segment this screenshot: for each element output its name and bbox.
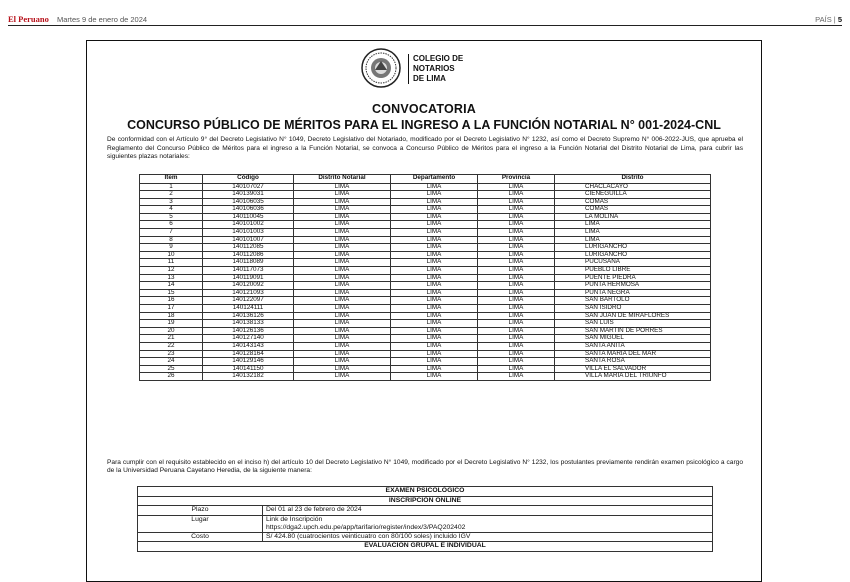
table-cell: LIMA: [478, 251, 555, 259]
table-cell: LIMA: [478, 206, 555, 214]
table-cell: LIMA: [555, 221, 711, 229]
table-cell: LIMA: [294, 327, 391, 335]
table-cell: PUNTA NEGRA: [555, 289, 711, 297]
table-cell: SAN JUAN DE MIRAFLORES: [555, 312, 711, 320]
table-cell: 9: [140, 244, 203, 252]
table-cell: 8: [140, 236, 203, 244]
issue-date: Martes 9 de enero de 2024: [57, 15, 148, 24]
table-cell: LIMA: [478, 221, 555, 229]
table-cell: 140143143: [203, 342, 294, 350]
table-cell: 16: [140, 297, 203, 305]
table-cell: 140101007: [203, 236, 294, 244]
table-cell: LIMA: [478, 327, 555, 335]
table-cell: 140110045: [203, 213, 294, 221]
table-row: [140, 191, 711, 199]
table-cell: LIMA: [294, 274, 391, 282]
notice-ad: [86, 40, 762, 582]
table-cell: LIMA: [391, 297, 478, 305]
table-cell: LIMA: [391, 198, 478, 206]
table-cell: LIMA: [478, 183, 555, 191]
table-cell: LIMA: [391, 282, 478, 290]
table-cell: 140121093: [203, 289, 294, 297]
table-row: [140, 267, 711, 275]
plazo-value: Del 01 al 23 de febrero de 2024: [263, 506, 713, 516]
table-cell: LIMA: [391, 365, 478, 373]
table-cell: LA MOLINA: [555, 213, 711, 221]
table-cell: VILLA EL SALVADOR: [555, 365, 711, 373]
table-cell: 14: [140, 282, 203, 290]
table-cell: 17: [140, 305, 203, 313]
table-cell: 3: [140, 198, 203, 206]
table-cell: SANTA ANITA: [555, 342, 711, 350]
table-cell: 140129146: [203, 358, 294, 366]
table-cell: LIMA: [391, 335, 478, 343]
table-cell: 11: [140, 259, 203, 267]
table-cell: PUENTE PIEDRA: [555, 274, 711, 282]
table-cell: COMAS: [555, 198, 711, 206]
table-cell: LIMA: [294, 335, 391, 343]
table-cell: LIMA: [391, 320, 478, 328]
table-cell: 4: [140, 206, 203, 214]
col-header: Distrito Notarial: [294, 175, 391, 184]
exam-subtitle: INSCRIPCIÓN ONLINE: [138, 496, 713, 506]
table-cell: LIMA: [391, 191, 478, 199]
table-cell: LIMA: [478, 358, 555, 366]
table-cell: SAN MARTIN DE PORRES: [555, 327, 711, 335]
table-cell: LIMA: [391, 305, 478, 313]
table-row: [140, 229, 711, 237]
table-cell: LURIGANCHO: [555, 244, 711, 252]
col-header: Departamento: [391, 175, 478, 184]
table-cell: LIMA: [478, 274, 555, 282]
table-cell: PUEBLO LIBRE: [555, 267, 711, 275]
table-cell: COMAS: [555, 206, 711, 214]
table-cell: LIMA: [478, 229, 555, 237]
table-cell: 140128164: [203, 350, 294, 358]
table-cell: 140124111: [203, 305, 294, 313]
table-cell: LIMA: [391, 206, 478, 214]
table-cell: LIMA: [294, 213, 391, 221]
table-cell: 19: [140, 320, 203, 328]
table-cell: LIMA: [478, 305, 555, 313]
intro-paragraph: De conformidad con el Artículo 9° del Decreto Legislativo N° 1049, Decreto Legislativo del Notariado, modificado por el Decreto Legislativo N° 1232, así como el Decreto Supremo N° 006-2022-JUS, que aprueba el Reglamento del Concurso Público de Méritos para el ingreso a la Función Notarial, se convoca a Concurso Público de Méritos para el ingreso a la Función Notarial del Distrito Notarial de Lima, para cubrir las siguientes plazas notariales:: [107, 136, 743, 161]
table-cell: LIMA: [294, 365, 391, 373]
lugar-cell: [263, 515, 713, 532]
table-cell: LIMA: [391, 350, 478, 358]
table-cell: 10: [140, 251, 203, 259]
table-cell: LIMA: [478, 282, 555, 290]
table-cell: LIMA: [478, 335, 555, 343]
table-cell: LIMA: [478, 191, 555, 199]
table-cell: LIMA: [391, 358, 478, 366]
table-cell: LIMA: [391, 373, 478, 381]
table-cell: LIMA: [391, 183, 478, 191]
table-row: [140, 206, 711, 214]
col-header: Item: [140, 175, 203, 184]
exam-paragraph: Para cumplir con el requisito establecido en el inciso h) del artículo 10 del Decreto Legislativo N° 1049, modificado por el Decreto Legislativo N° 1232, los postulantes previamente rendirán examen psicológico a cargo de la Universidad Peruana Cayetano Heredia, de la siguiente manera:: [107, 459, 743, 475]
table-cell: LIMA: [294, 312, 391, 320]
table-cell: LIMA: [391, 259, 478, 267]
table-cell: LIMA: [555, 229, 711, 237]
table-cell: 1: [140, 183, 203, 191]
table-cell: CHACLACAYO: [555, 183, 711, 191]
table-cell: LIMA: [294, 342, 391, 350]
table-cell: LIMA: [391, 236, 478, 244]
evaluation-heading: EVALUACIÓN GRUPAL E INDIVIDUAL: [138, 542, 713, 552]
table-cell: LIMA: [391, 267, 478, 275]
exam-table: [137, 486, 713, 552]
table-cell: LIMA: [294, 350, 391, 358]
table-cell: LIMA: [294, 191, 391, 199]
table-cell: LIMA: [294, 373, 391, 381]
section-page: [815, 15, 842, 24]
table-row: [140, 221, 711, 229]
table-cell: SANTA ROSA: [555, 358, 711, 366]
col-header: Distrito: [555, 175, 711, 184]
lugar-label: Lugar: [138, 515, 263, 532]
table-cell: 140107027: [203, 183, 294, 191]
table-row: [140, 373, 711, 381]
page-number: 5: [837, 15, 842, 24]
table-cell: 23: [140, 350, 203, 358]
table-cell: LIMA: [294, 236, 391, 244]
table-cell: 140101003: [203, 229, 294, 237]
college-name: [408, 54, 503, 84]
table-header-row: [140, 175, 711, 184]
table-cell: LIMA: [478, 342, 555, 350]
table-cell: SAN ISIDRO: [555, 305, 711, 313]
table-row: [140, 312, 711, 320]
table-cell: LIMA: [294, 198, 391, 206]
table-cell: 21: [140, 335, 203, 343]
table-cell: CIENEGUILLA: [555, 191, 711, 199]
table-cell: 6: [140, 221, 203, 229]
lugar-value: Link de Inscripción: [266, 515, 323, 523]
table-cell: LIMA: [478, 198, 555, 206]
col-header: Provincia: [478, 175, 555, 184]
table-cell: LIMA: [391, 327, 478, 335]
table-cell: 140112086: [203, 251, 294, 259]
table-cell: SANTA MARIA DEL MAR: [555, 350, 711, 358]
table-cell: VILLA MARIA DEL TRIUNFO: [555, 373, 711, 381]
col-header: Código: [203, 175, 294, 184]
table-cell: LIMA: [478, 259, 555, 267]
table-cell: LURIGANCHO: [555, 251, 711, 259]
table-cell: 140106035: [203, 198, 294, 206]
table-cell: SAN LUIS: [555, 320, 711, 328]
table-cell: LIMA: [391, 342, 478, 350]
table-cell: LIMA: [294, 289, 391, 297]
table-row: [140, 305, 711, 313]
notice-title: CONVOCATORIA: [371, 102, 477, 116]
table-cell: LIMA: [478, 312, 555, 320]
table-cell: LIMA: [391, 221, 478, 229]
table-cell: 140136126: [203, 312, 294, 320]
table-cell: 140139031: [203, 191, 294, 199]
college-name-line: COLEGIO DE: [413, 54, 464, 63]
table-cell: LIMA: [294, 282, 391, 290]
table-cell: 140126136: [203, 327, 294, 335]
table-cell: LIMA: [478, 267, 555, 275]
newspaper-header: [8, 12, 842, 26]
table-cell: LIMA: [478, 236, 555, 244]
table-cell: LIMA: [294, 229, 391, 237]
table-cell: 140118089: [203, 259, 294, 267]
table-cell: 24: [140, 358, 203, 366]
table-cell: LIMA: [478, 350, 555, 358]
table-cell: 2: [140, 191, 203, 199]
table-cell: 140112085: [203, 244, 294, 252]
table-cell: LIMA: [478, 297, 555, 305]
table-row: [140, 251, 711, 259]
table-cell: LIMA: [478, 213, 555, 221]
vacancies-table: [139, 174, 711, 381]
plazo-label: Plazo: [138, 506, 263, 516]
table-cell: LIMA: [294, 320, 391, 328]
costo-label: Costo: [138, 532, 263, 542]
table-cell: 12: [140, 267, 203, 275]
table-cell: 140101002: [203, 221, 294, 229]
college-name-line: NOTARIOS: [413, 64, 455, 73]
table-row: [140, 213, 711, 221]
table-cell: 25: [140, 365, 203, 373]
table-cell: 13: [140, 274, 203, 282]
table-row: [140, 327, 711, 335]
table-cell: 26: [140, 373, 203, 381]
table-cell: LIMA: [294, 183, 391, 191]
table-cell: LIMA: [478, 373, 555, 381]
registration-link[interactable]: https://dga2.upch.edu.pe/app/tarifario/register/index/3/PAQ202402: [266, 523, 466, 531]
costo-value: S/ 424.80 (cuatrocientos veinticuatro con 80/100 soles) incluido IGV: [263, 532, 713, 542]
table-cell: 140120092: [203, 282, 294, 290]
table-cell: 7: [140, 229, 203, 237]
table-cell: 140138133: [203, 320, 294, 328]
table-cell: LIMA: [391, 274, 478, 282]
table-cell: LIMA: [294, 297, 391, 305]
exam-title: EXAMEN PSICOLÓGICO: [138, 487, 713, 497]
table-cell: LIMA: [294, 358, 391, 366]
table-cell: 140117073: [203, 267, 294, 275]
table-cell: 5: [140, 213, 203, 221]
college-name-line: DE LIMA: [413, 74, 446, 83]
table-cell: LIMA: [391, 312, 478, 320]
table-cell: SAN BARTOLO: [555, 297, 711, 305]
table-cell: LIMA: [391, 213, 478, 221]
table-cell: LIMA: [391, 244, 478, 252]
table-row: [140, 198, 711, 206]
table-cell: LIMA: [294, 267, 391, 275]
table-cell: 140127140: [203, 335, 294, 343]
table-cell: LIMA: [555, 236, 711, 244]
newspaper-brand: El Peruano: [8, 14, 49, 24]
table-cell: LIMA: [294, 244, 391, 252]
table-cell: 140141150: [203, 365, 294, 373]
table-cell: SAN MIGUEL: [555, 335, 711, 343]
table-row: [140, 297, 711, 305]
table-cell: 140122097: [203, 297, 294, 305]
table-cell: LIMA: [391, 251, 478, 259]
table-cell: 22: [140, 342, 203, 350]
section-label: PAÍS |: [815, 15, 838, 24]
table-cell: 140106036: [203, 206, 294, 214]
table-cell: LIMA: [391, 229, 478, 237]
table-cell: 18: [140, 312, 203, 320]
table-cell: LIMA: [478, 244, 555, 252]
table-cell: LIMA: [478, 289, 555, 297]
table-cell: LIMA: [294, 221, 391, 229]
seal-icon: [361, 48, 401, 88]
table-cell: LIMA: [478, 365, 555, 373]
table-cell: PUNTA HERMOSA: [555, 282, 711, 290]
table-cell: 20: [140, 327, 203, 335]
table-cell: LIMA: [294, 206, 391, 214]
table-cell: LIMA: [294, 305, 391, 313]
table-cell: LIMA: [294, 259, 391, 267]
table-cell: 15: [140, 289, 203, 297]
table-cell: LIMA: [391, 289, 478, 297]
table-cell: PUCUSANA: [555, 259, 711, 267]
table-cell: 140119091: [203, 274, 294, 282]
table-cell: 140132182: [203, 373, 294, 381]
table-cell: LIMA: [478, 320, 555, 328]
table-cell: LIMA: [294, 251, 391, 259]
table-row: [140, 342, 711, 350]
notice-subtitle: CONCURSO PÚBLICO DE MÉRITOS PARA EL INGRESO A LA FUNCIÓN NOTARIAL N° 001-2024-CNL: [127, 118, 721, 132]
